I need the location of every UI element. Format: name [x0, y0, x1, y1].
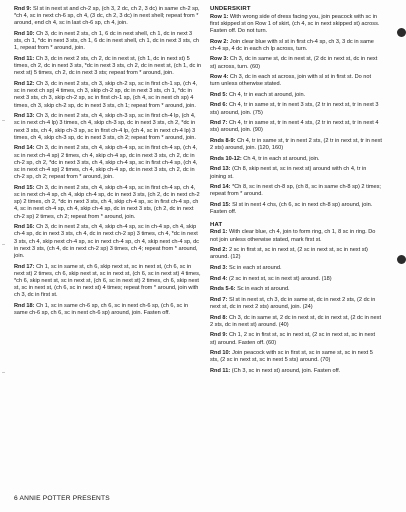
page-footer: 6 ANNIE POTTER PRESENTS: [14, 495, 110, 502]
round-instructions: Ch 3, dc in each st across, join with sl st in first st. Do not turn unless otherwise stated.: [210, 74, 372, 88]
round-instructions: Ch 3, dc in next 2 sts, ch 4, skip ch-4 sp, sc in first ch-4 sp, ch 4, sc in next ch-4 sp, ch 4, skip ch-4 sp, dc in next 3 sts, (ch 2, dc in next ch-2 sp) 2 times, ch 2, *dc in next 3 sts, ch 4, skip ch-4 sp, sc in first ch-4 sp, ch 4, sc in next ch-4 sp, ch 4, skip ch-4 sp, dc in next 3 sts, (ch 2, dc in next ch-2 sp) 2 times, ch 2; repeat from * around, join.: [14, 184, 200, 220]
round-label: Row 1:: [210, 13, 229, 20]
pattern-round: [210, 14, 382, 36]
pattern-round: [210, 92, 382, 99]
round-instructions: (Ch 3, sc in next st) around, join. Fasten off.: [231, 367, 341, 374]
pattern-round: [210, 368, 382, 375]
round-label: Rnd 14:: [14, 145, 35, 152]
pattern-round: [210, 202, 382, 216]
page-tab-marker: [397, 255, 406, 264]
pattern-round: [210, 350, 382, 364]
pattern-round: [14, 6, 202, 28]
round-label: Rnd 14:: [210, 184, 231, 191]
pattern-round: [210, 56, 382, 70]
pattern-round: [14, 185, 202, 221]
left-column: [14, 6, 202, 321]
pattern-round: [210, 229, 382, 243]
pattern-round: [14, 264, 202, 300]
pattern-round: [210, 138, 382, 152]
pattern-round: [210, 74, 382, 88]
section-heading: HAT: [210, 221, 223, 228]
round-label: Rnd 3:: [210, 264, 228, 271]
pattern-round: [210, 120, 382, 134]
pattern-round: [210, 332, 382, 346]
round-instructions: Ch 1, 2 sc in first st, sc in next st, (2 sc in next st, sc in next st) around. Fasten off. (60): [210, 332, 376, 346]
pattern-round: [210, 286, 382, 293]
round-label: Rnd 15:: [14, 184, 35, 191]
round-label: Rnd 4:: [210, 275, 228, 282]
pattern-round: [14, 224, 202, 260]
round-instructions: Ch 3, dc in same st, 2 dc in next st, dc in next st, (2 dc in next 2 sts, dc in next st) around. (40): [210, 314, 382, 328]
round-instructions: *Ch 8, sc in next ch-8 sp, (ch 8, sc in same ch-8 sp) 2 times; repeat from * around.: [210, 184, 381, 198]
round-label: Rnd 2:: [210, 247, 228, 254]
round-instructions: Ch 3, dc in next 2 sts, ch 4, skip ch-4 sp, sc in first ch-4 sp, (ch 4, sc in next ch-4 sp) 2 times, ch 4, skip ch-4 sp, dc in next 3 sts, ch 2, dc in ch-2 sp, ch 2, *dc in next 3 sts, ch 4, skip ch-4 sp, sc in first ch-4 sp, (ch 4, sc in next ch-4 sp) 2 times, ch 4, skip ch-4 sp, dc in next 3 sts, ch 2, dc in ch-2 sp, ch 2; repeat from * around, join.: [14, 145, 198, 181]
round-label: Rnd 13:: [210, 166, 231, 173]
pattern-round: [14, 303, 202, 317]
round-instructions: Ch 4, tr in same st, tr in next 3 sts, (2 tr in next st, tr in next 3 sts) around, join. (75): [210, 102, 379, 116]
pattern-round: [14, 31, 202, 53]
pattern-round: [210, 156, 382, 163]
margin-tick: [2, 372, 5, 373]
round-label: Rnd 6:: [210, 102, 228, 109]
pattern-round: [14, 113, 202, 142]
round-label: Rnds 10-12:: [210, 155, 242, 162]
round-instructions: Ch 1, sc in same st, ch 6, skip next st, sc in next st, (ch 6, sc in next st) 2 times, ch 6, skip next st, sc in next st, (ch 6, sc in next st) 4 times, *ch 6, skip next st, sc in next st, (ch 6, sc in next st) 2 times, ch 6, skip next st, sc in next st, (ch 6, sc in next st) 4 times; repeat from * around, join with ch 3, dc in first st.: [14, 263, 201, 299]
pattern-round: [210, 276, 382, 283]
pattern-round: [210, 247, 382, 261]
round-instructions: Sl st in next st and ch-2 sp, (ch 3, 2 dc, ch 2, 3 dc) in same ch-2 sp, *ch 4, sc in next ch-6 sp, ch 4, (3 dc, ch 2, 3 dc) in next shell; repeat from * around, end ch 4, sc in last ch-6 sp, ch 4, join.: [14, 6, 200, 27]
round-instructions: Sl st in next 4 chs, (ch 6, sc in next ch-8 sp) around, join. Fasten off.: [210, 202, 373, 216]
pattern-round: [210, 265, 382, 272]
round-instructions: Sc in each st around.: [237, 286, 290, 293]
round-instructions: (2 sc in next st, sc in next st) around. (18): [228, 275, 332, 282]
round-instructions: Sl st in next st, ch 3, dc in same st, dc in next 2 sts, (2 dc in next st, dc in next 2 sts) around, join. (24): [210, 296, 376, 310]
section-heading: UNDERSKIRT: [210, 6, 251, 12]
round-label: Row 4:: [210, 74, 229, 81]
round-label: Rnd 7:: [210, 120, 228, 127]
pattern-round: [14, 81, 202, 110]
round-instructions: (Ch 8, skip next st, sc in next st) around with ch 4, tr in joining st.: [210, 166, 367, 180]
right-column: [210, 6, 382, 379]
round-label: Rnd 12:: [14, 81, 35, 87]
margin-tick: [2, 120, 5, 121]
page-tab-marker: [397, 28, 406, 37]
round-instructions: Join clear blue with sl st in first ch-4 sp, ch 3, 3 dc in same ch-4 sp, 4 dc in each ch lp across, turn.: [210, 38, 374, 52]
pattern-round: [210, 39, 382, 53]
round-instructions: Ch 4, tr in same st, tr in next 2 sts, (2 tr in next st, tr in next 2 sts) around, join. (120, 160): [210, 138, 382, 152]
round-instructions: Ch 4, tr in each st around, join.: [228, 91, 306, 98]
round-label: Rnds 8-9:: [210, 138, 236, 145]
round-instructions: Ch 3, dc in next 2 sts, ch 4, skip ch-3 sp, sc in first ch-4 lp, (ch 4, sc in next ch-4 lp) 3 times, ch 4, skip ch-3 sp, dc in next 3 sts, ch 2, *dc in next 3 sts, ch 4, skip ch-3 sp, sc in first ch-4 lp, (ch 4, sc in next ch-4 lp) 3 times, ch 4, skip ch-3 sp, dc in next 3 sts, ch 2; repeat from * around, join.: [14, 113, 196, 141]
round-label: Rnd 5:: [210, 91, 228, 98]
round-instructions: 2 sc in first st, sc in next st, (2 sc in next st, sc in next st) around. (12): [210, 247, 368, 261]
round-label: Rnd 10:: [210, 350, 231, 357]
round-label: Rnd 9:: [14, 6, 32, 12]
round-label: Rnd 18:: [14, 303, 35, 310]
round-instructions: With clear blue, ch 4, join to form ring, ch 1, 8 sc in ring. Do not join unless otherwise stated, mark first st.: [210, 229, 376, 243]
pattern-round: [210, 184, 382, 198]
round-instructions: With wrong side of dress facing you, join peacock with sc in first skipped st on Row 1 of skirt, (ch 4, sc in next skipped st) across. Fasten off. Do not turn.: [210, 13, 380, 34]
round-label: Rnd 1:: [210, 229, 228, 236]
pattern-round: [14, 56, 202, 78]
round-instructions: Ch 4, tr in same st, tr in next 4 sts, (2 tr in next st, tr in next 4 sts) around, join. (90): [210, 120, 379, 134]
pattern-round: [210, 102, 382, 116]
round-label: Rnd 7:: [210, 296, 228, 303]
round-instructions: Join peacock with sc in first st, sc in same st, sc in next 5 sts, (2 sc in next st, sc in next 5 sts) around. (70): [210, 350, 373, 364]
pattern-round: [210, 315, 382, 329]
round-label: Rnd 8:: [210, 314, 228, 321]
round-label: Rnd 17:: [14, 263, 35, 270]
pattern-round: [210, 297, 382, 311]
round-instructions: Ch 4, tr in each st around, join.: [243, 155, 320, 162]
pattern-round: [14, 145, 202, 181]
round-label: Rnd 10:: [14, 31, 35, 37]
round-label: Rnd 9:: [210, 332, 228, 339]
round-instructions: Ch 3, dc in next 2 sts, ch 1, 6 dc in next shell, ch 1, dc in next 3 sts, ch 1, *dc in next 3 sts, ch 1, 6 dc in next shell, ch 1, dc in next 3 sts, ch 1, repeat from * around, join.: [14, 31, 199, 52]
round-label: Rnd 15:: [210, 202, 231, 209]
round-instructions: Ch 1, sc in same ch-6 sp, ch 6, sc in next ch-6 sp, (ch 6, sc in same ch-6 sp, ch 6, sc in next ch-6 sp) around, join. Fasten off.: [14, 303, 189, 317]
round-label: Rnd 13:: [14, 113, 35, 120]
round-label: Rnds 5-6:: [210, 286, 236, 293]
round-instructions: Ch 3, dc in next 2 sts, ch 2, dc in next st, (ch 1, dc in next st) 5 times, ch 2, dc in next 3 sts, *dc in next 3 sts, ch 2, dc in next st, (ch 1, dc in next st) 5 times, ch 2, dc in next 3 sts; repeat from * around, join.: [14, 56, 202, 77]
pattern-round: [210, 166, 382, 180]
round-label: Rnd 11:: [14, 56, 35, 62]
round-instructions: Ch 3, dc in next 2 sts, ch 4, skip ch-4 sp, sc in ch-4 sp, ch 4, skip ch-4 sp, dc in next 3 sts, ch 4, dc in next ch-2 sp) 3 times, ch 4, *dc in next 3 sts, ch 4, skip next ch-4 sp, sc in next ch-4 sp, ch 4, skip next ch-4 sp, dc in next 3 sts, (ch 4, dc in next ch-2 sp) 3 times, ch 4; repeat from * around, join.: [14, 224, 199, 260]
round-instructions: Ch 3, dc in same st, dc in next st, (2 dc in next st, dc in next st) across, turn. (60): [210, 56, 378, 70]
round-label: Rnd 16:: [14, 224, 35, 231]
round-instructions: Sc in each st around.: [228, 264, 282, 271]
round-label: Rnd 11:: [210, 367, 231, 374]
margin-tick: [2, 244, 5, 245]
round-instructions: Ch 3, dc in next 2 sts, ch 3, skip ch-2 sp, sc in first ch-1 sp, (ch 4, sc in next ch sp) 4 times, ch 3, skip ch-2 sp, dc in next 3 sts, ch 1, *dc in next 3 sts, ch 3, skip ch-2 sp, sc in first ch-1 sp, (ch 4, sc in next ch sp) 4 times, ch 3, skip ch-2 sp, dc in next 3 sts, ch 1; repeat from * around, join.: [14, 81, 198, 109]
round-label: Row 2:: [210, 38, 229, 45]
round-label: Row 3:: [210, 56, 229, 63]
